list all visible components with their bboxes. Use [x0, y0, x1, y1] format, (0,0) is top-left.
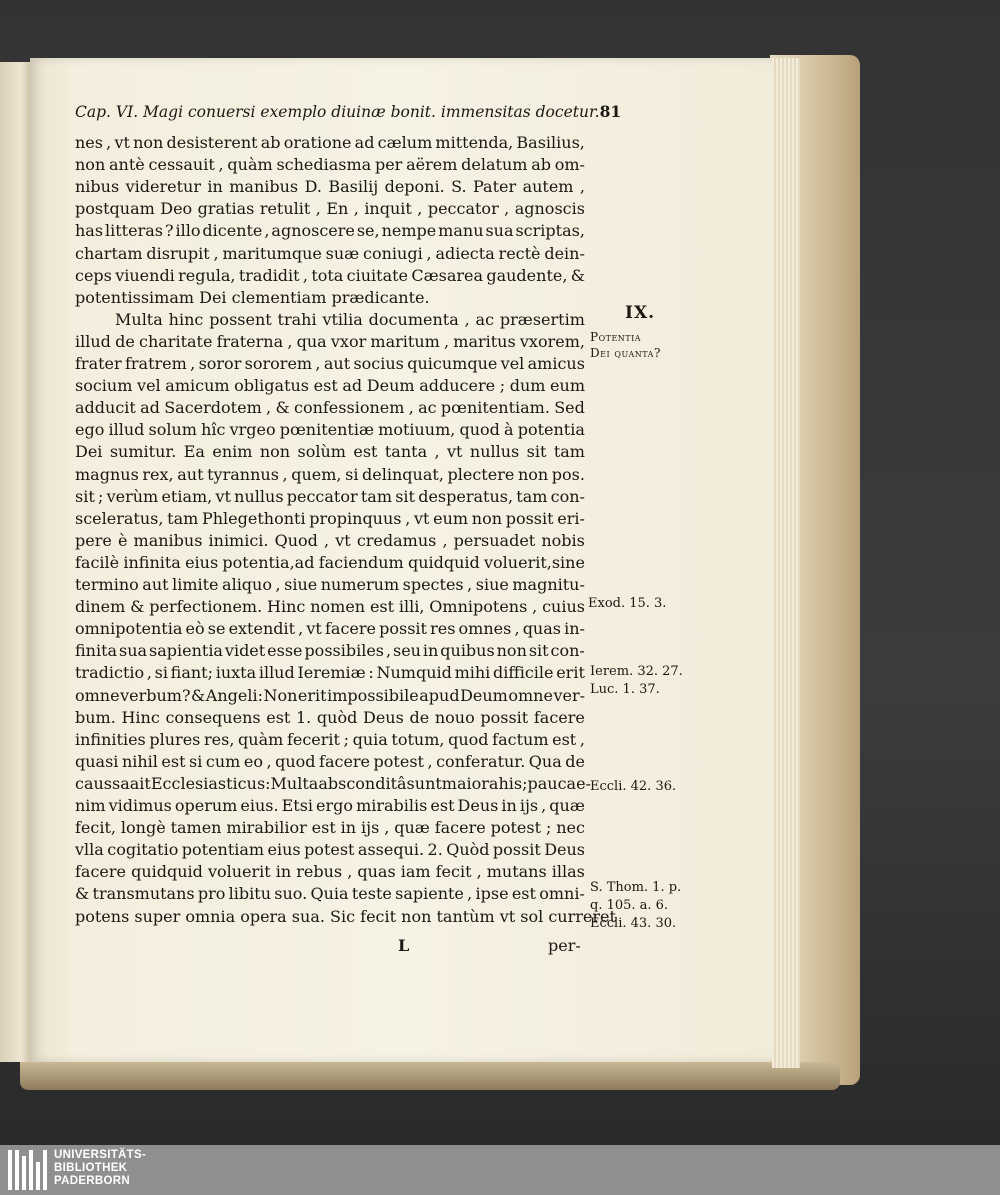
body-line: bum. Hinc consequens est 1. quòd Deus de nouo possit facere [75, 707, 585, 727]
signature-mark: L [398, 936, 410, 955]
body-line: & transmutans pro libitu suo. Quia teste sapiente , ipse est omni- [75, 884, 585, 904]
body-line: potentissimam Dei clementiam prædicante. [75, 287, 430, 307]
margin-ref-eccli-42: Eccli. 42. 36. [590, 779, 677, 794]
body-line: omne verbum? & Angeli: Non erit impossibile apud Deum omne ver- [75, 685, 585, 705]
body-line: pere è manibus inimici. Quod , vt credamus , persuadet nobis [75, 530, 585, 550]
body-line: caussa ait Ecclesiasticus : Multa absconditâ sunt maiora his ; pauca e- [75, 773, 591, 793]
body-line: magnus rex, aut tyrannus , quem, si delinquat, plectere non pos. [75, 464, 585, 484]
body-line: sceleratus, tam Phlegethonti propinquus , vt eum non possit eri- [75, 508, 585, 528]
margin-ref-ierem: Ierem. 32. 27. [590, 664, 683, 679]
library-name-line-2: BIBLIOTHEK [54, 1162, 128, 1174]
library-banner [0, 1145, 1000, 1195]
body-line: nim vidimus operum eius. Etsi ergo mirabilis est Deus in ijs , quæ [75, 796, 585, 815]
margin-ref-eccli-43: Eccli. 43. 30. [590, 916, 677, 931]
body-line: Multa hinc possent trahi vtilia documenta , ac præsertim [115, 309, 585, 329]
body-line: ego illud solum hîc vrgeo pœnitentiæ motiuum, quod à potentia [75, 420, 585, 440]
body-line: has litteras ? illo dicente , agnoscere se, nempe manu sua scriptas, [75, 221, 585, 241]
margin-section-title-1: Potentia [590, 330, 642, 344]
page-number: 81 [599, 102, 622, 121]
body-line: termino aut limite aliquo , siue numerum spectes , siue magnitu- [75, 575, 585, 594]
body-line: nes , vt non desisterent ab oratione ad cælum mittenda, Basilius, [75, 133, 585, 152]
left-page-edge [0, 62, 31, 1062]
running-header [75, 102, 622, 124]
running-title: Cap. VI. Magi conuersi exemplo diuinæ bonit. immensitas docetur. [75, 103, 600, 121]
body-line: adducit ad Sacerdotem , & confessionem , ac pœnitentiam. Sed [75, 398, 585, 418]
library-name [54, 1149, 146, 1188]
margin-ref-luc: Luc. 1. 37. [590, 682, 660, 697]
body-line: facere quidquid voluerit in rebus , quas iam fecit , mutans illas [75, 862, 585, 882]
body-line: non antè cessauit , quàm schediasma per aërem delatum ab om- [75, 155, 585, 175]
page-stack [772, 58, 800, 1068]
body-line: nibus videretur in manibus D. Basilij deponi. S. Pater autem , [75, 177, 585, 197]
margin-section-title-2: Dei quanta? [590, 346, 661, 360]
book-bottom-edge [20, 1062, 840, 1090]
body-line: infinities plures res, quàm fecerit ; quia totum, quod factum est , [75, 729, 585, 749]
catchword: per- [548, 936, 581, 955]
library-name-line-1: UNIVERSITÄTS- [54, 1149, 147, 1161]
margin-ref-exod: Exod. 15. 3. [588, 596, 667, 611]
body-line: ceps viuendi regula, tradidit , tota ciuitate Cæsarea gaudente, & [75, 265, 585, 285]
body-line: dinem & perfectionem. Hinc nomen est illi, Omnipotens , cuius [75, 597, 585, 617]
body-line: facilè infinita eius potentia,ad faciendum quidquid voluerit,sine [75, 552, 585, 572]
body-line: omnipotentia eò se extendit , vt facere possit res omnes , quas in- [75, 619, 585, 639]
body-line: finita sua sapientia videt esse possibiles , seu in quibus non sit con- [75, 641, 585, 661]
margin-section-number: IX. [625, 303, 656, 323]
margin-ref-thom-1: S. Thom. 1. p. [590, 880, 682, 895]
body-line: tradictio , si fiant; iuxta illud Ieremiæ : Numquid mihi difficile erit [75, 663, 585, 683]
margin-ref-thom-2: q. 105. a. 6. [590, 898, 669, 913]
body-line: potens super omnia opera sua. Sic fecit non tantùm vt sol curreret [75, 906, 616, 926]
body-line: frater fratrem , soror sororem , aut socius quicumque vel amicus [75, 354, 585, 373]
library-logo-icon [8, 1150, 48, 1190]
body-line: chartam disrupit , maritumque suæ coniugi , adiecta rectè dein- [75, 243, 585, 263]
body-line: vlla cogitatio potentiam eius potest assequi. 2. Quòd possit Deus [75, 840, 585, 860]
body-line: fecit, longè tamen mirabilior est in ijs , quæ facere potest ; nec [75, 818, 585, 838]
library-name-line-3: PADERBORN [54, 1175, 130, 1187]
body-line: socium vel amicum obligatus est ad Deum adducere ; dum eum [75, 376, 585, 396]
body-line: postquam Deo gratias retulit , En , inquit , peccator , agnoscis [75, 199, 585, 219]
body-line: quasi nihil est si cum eo , quod facere potest , conferatur. Qua de [75, 751, 585, 771]
body-line: Dei sumitur. Ea enim non solùm est tanta , vt nullus sit tam [75, 442, 585, 462]
body-line: illud de charitate fraterna , qua vxor maritum , maritus vxorem, [75, 331, 585, 351]
body-line: sit ; verùm etiam, vt nullus peccator tam sit desperatus, tam con- [75, 486, 585, 506]
